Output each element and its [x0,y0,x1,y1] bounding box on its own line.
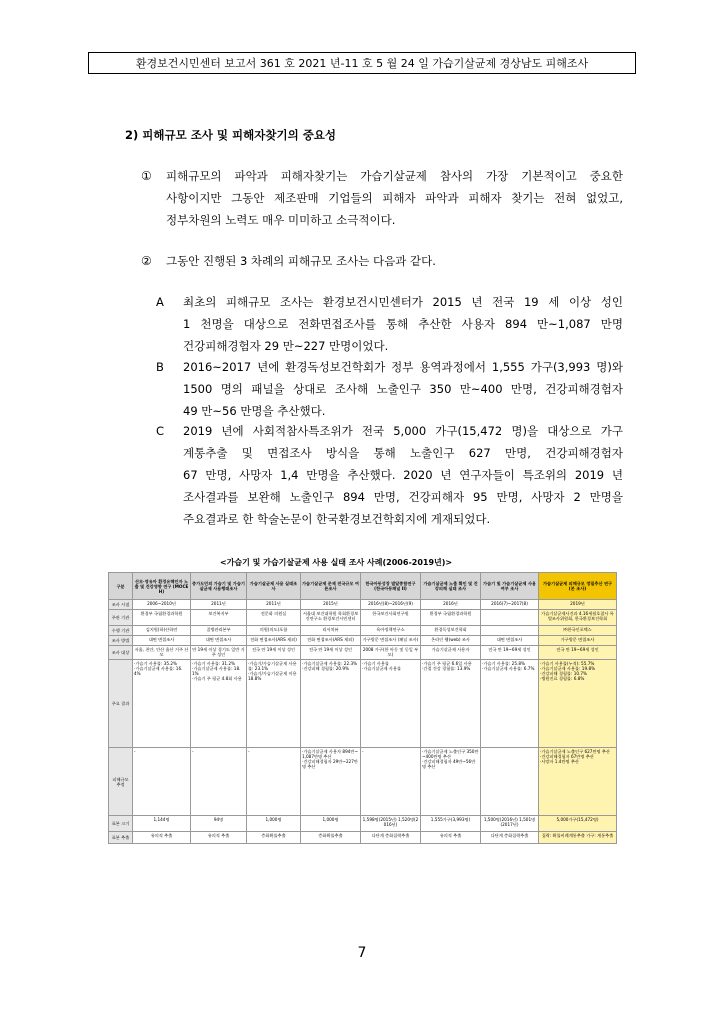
table-cell: 집락: 확률비례계통추출 가구: 계통추출 [539,832,617,844]
row-label: 조사 시점 [109,600,133,610]
table-cell: - [247,748,301,816]
row-label: 주관 기관 [109,610,133,626]
col-header: 증가도민의 가습기 및 가습기살균제 사용행태조사 [191,573,247,600]
table-cell: 2008 가구(한 아동 및 동일 부모) [361,646,421,660]
table-cell: 2011년 [247,600,301,610]
table-cell: 유의적 추출 [191,832,247,844]
sub-marker-b: B [156,360,164,374]
col-header: 가습기살균제 문제 전국규모 여론조사 [301,573,361,600]
report-header: 환경보건시민센터 보고서 361 호 2021 년-11 호 5 월 24 일 가습기살균제 경상남도 피해조사 [88,52,636,74]
table-cell: 서울, 천안, 안산 울산 거주 산모 [133,646,191,660]
sub-c-line-1: 2019 년에 사회적참사특조위가 전국 5,000 가구(15,472 명)을 대상으로 가구 [183,424,623,438]
col-header: 가습기 및 가습기살균제 사용여부 조사 [481,573,539,600]
table-cell: 대면 면접조사 [133,636,191,646]
table-cell: 전국 만 19세 이상 성인 [247,646,301,660]
table-cell: 1,555가구(3,993명) [421,816,481,832]
col-header-highlight: 가습기살균제 피해규모 정밀추산 연구 (본 조사) [539,573,617,600]
table-cell: 2016(7)~2017(8) [481,600,539,610]
table-cell: 전국 만 19~69세 성인 [539,646,617,660]
table-cell: 질병관리본부 [191,626,247,636]
table-cell: 2015년 [301,600,361,610]
table-cell: 1,000명 [301,816,361,832]
table-row [109,636,617,646]
row-label: 표본 추출 [109,832,133,844]
table-cell: 서울대 보건대학원 학회환경보건연구소 환경보건시민센터 [301,610,361,626]
table-cell: 전문화 의원실 [247,610,301,626]
sub-b-line-1: 2016~2017 년에 환경독성보건학회가 정부 용역과정에서 1,555 가구(3,993 명)와 [183,360,623,374]
table-cell: ·가습기살균제 노출인구 350만~400만명 추산 ·건강피해경험자 49만~56만명 추산 [421,748,481,816]
table-cell: 다단계 층화집락추출 [361,832,421,844]
table-cell: 환경부 국립환경과학원 [421,610,481,626]
page-number: 7 [357,945,367,961]
table-cell: 층화확률추출 [247,832,301,844]
table-cell: 2016년 [421,600,481,610]
table-cell: 가습기살균제사건과 4.16세월호참사 특별조사위원회, 한국환경보건학회 [539,610,617,626]
table-cell [481,748,539,816]
table-row [109,660,617,748]
row-label: 조사 방법 [109,636,133,646]
table-cell: ·가습기 사용률: 25.8% ·가습기살균제 사용률: 6.7% [481,660,539,748]
item-1-line-1: 피해규모의 파악과 피해자찾기는 가습기살균제 참사의 가장 기본적이고 중요한 [166,169,623,183]
row-label: 수행 기관 [109,626,133,636]
table-cell: 5,000가구(15,472명) [539,816,617,832]
col-header: 산모·영유아 환경유해인자 노출 및 건강영향 연구 (MOCEH) [133,573,191,600]
row-label: 피해규모 추정 [109,748,133,816]
table-cell: - [191,748,247,816]
sub-marker-c: C [156,424,165,438]
survey-table [108,572,616,844]
table-cell: ·가습기 사용률(누적): 55.7% ·가습기살균제 사용률: 19.8% ·건강피해 경험률: 10.7% ·병원진료 경험률: 6.8% [539,660,617,748]
sub-a-line-3: 건강피해경험자 29 만~227 만명이었다. [183,339,389,353]
item-2-text: 그동안 진행된 3 차례의 피해규모 조사는 다음과 같다. [166,254,436,268]
table-cell: 가습기살균제 사용자 [421,646,481,660]
item-marker-2: ② [141,254,152,268]
table-cell: 1,144명 [133,816,191,832]
table-cell: 1,000명 [247,816,301,832]
table-cell: 환경독성보건학회 [421,626,481,636]
table-cell: 1,598명(2015년) 1,520명(2016년) [361,816,421,832]
table-cell: 온라인 웹(web) 조사 [421,636,481,646]
sub-marker-a: A [156,295,164,309]
table-cell: 전화 면접조사(ARS 제외) [247,636,301,646]
table-cell: ㈜한국인포맥스 [539,626,617,636]
col-header: 가습기살균제 노출 확인 및 건강피해 실태 조사 [421,573,481,600]
table-row [109,610,617,626]
table-cell: 전국 만 19세 이상 성인 [301,646,361,660]
table-cell: ·가습기살균제 노출인구 627만명 추산 ·건강피해경험자 67만명 추산 ·사망자 1.4만명 추산 [539,748,617,816]
sub-c-line-3: 67 만명, 사망자 1,4 만명을 추산했다. 2020 년 연구자들이 특조위의 2019 년 [183,468,623,482]
table-cell: 대면 면접조사 [191,636,247,646]
col-header: 가습기살균제 사용 실태조사 [247,573,301,600]
table-cell: ·가습기 사용률: 31.2% ·가습기살균제 사용률: 18.1% ·가습기 주 평균 4.8회 사용 [191,660,247,748]
table-caption: <가습기 및 가습기살균제 사용 실태 조사 사례(2006-2019년)> [220,558,453,567]
table-cell: 가구방문 면접조사 (패널 조사) [361,636,421,646]
table-cell: 유의적 추출 [421,832,481,844]
sub-a-line-2: 1 천명을 대상으로 전화면접조사를 통해 추산한 사용자 894 만~1,087 만명 [183,317,623,331]
item-marker-1: ① [141,169,152,183]
sub-c-line-4: 조사결과를 보완해 노출인구 894 만명, 건강피해자 95 만명, 사망자 2 만명을 [183,490,623,504]
table-cell: 1,500명(2016년) 1,501명(2017년) [481,816,539,832]
table-cell: 만 19세 이상 경기도 일반 거주 성인 [191,646,247,660]
section-title: 2) 피해규모 조사 및 피해자찾기의 중요성 [125,128,337,142]
table-row [109,626,617,636]
table-cell: ·가습기 사용률: 35.2% ·가습기살균제 사용률: 16.4% [133,660,191,748]
table-cell: 2019년 [539,600,617,610]
table-cell: 대면 면접조사 [481,636,539,646]
table-cell: 한국보건사회연구원 [361,610,421,626]
table-cell: 전화 면접조사(ARS 제외) [301,636,361,646]
table-cell [481,626,539,636]
table-row [109,600,617,610]
sub-b-line-3: 49 만~56 만명을 추산했다. [183,404,326,418]
table-cell [481,610,539,626]
table-cell: 환경부 국립환경과학원 [133,610,191,626]
table-cell: 다단계 층화집락추출 [481,832,539,844]
col-header: 구분 [109,573,133,600]
item-1-line-3: 정부차원의 노력도 매우 미미하고 소극적이다. [166,213,396,227]
table-cell: 전국 만 19~69세 성인 [481,646,539,660]
col-header: 한국아동성장 발달종합연구 (한국아동패널 II) [361,573,421,600]
table-cell: 육아정책연구소 [361,626,421,636]
table-cell: 가구방문 면접조사 [539,636,617,646]
table-row [109,832,617,844]
row-label: 조사 대상 [109,646,133,660]
sub-c-line-5: 주요결과로 한 학술논문이 한국환경보건학회지에 게재되었다. [183,512,491,526]
table-cell: 2011년 [191,600,247,610]
table-cell: 리서치뷰 [301,626,361,636]
table-cell: ·가습기 사용률 ·가습기살균제 사용률 [361,660,421,748]
sub-a-line-1: 최초의 피해규모 조사는 환경보건시민센터가 2015 년 전국 19 세 이상 성인 [183,295,623,309]
table-cell: ·가습기 주 평균 6.6일 사용 ·간접 건강 경험률: 13.9% [421,660,481,748]
sub-c-line-2: 계통추출 및 면접조사 방식을 통해 노출인구 627 만명, 건강피해경험자 [183,446,623,460]
table-row [109,748,617,816]
row-label: 표본 크기 [109,816,133,832]
table-cell: 김지원(하)산하연 [133,626,191,636]
table-cell: ·가습기/가습기살균제 사용률: 23.1% ·가습기/가습기살균제 이용 18.8% [247,660,301,748]
table-cell: 의원(의도)포함 [247,626,301,636]
table-row [109,816,617,832]
table-cell: 층화확률추출 [301,832,361,844]
table-cell: 94명 [191,816,247,832]
row-label: 주요 결과 [109,660,133,748]
table-cell: 유의적 추출 [133,832,191,844]
table-cell: ·가습기살균제 사용률: 22.3% ·건강피해 경험률: 20.9% [301,660,361,748]
table-cell: 보건복지부 [191,610,247,626]
table-cell: 2016년(8)~2016년(9) [361,600,421,610]
sub-b-line-2: 1500 명의 패널을 상대로 조사해 노출인구 350 만~400 만명, 건강피해경험자 [183,382,623,396]
item-1-line-2: 사항이지만 그동안 제조판매 기업들의 피해자 파악과 피해자 찾기는 전혀 없었고, [166,191,623,205]
table-cell: 2006~2010년 [133,600,191,610]
table-cell: - [361,748,421,816]
table-row [109,646,617,660]
table-cell: - [133,748,191,816]
table-cell: ·가습기살균제 사용자 894만~1,087만명 추산 ·건강피해경험자 29만~227만명 추산 [301,748,361,816]
